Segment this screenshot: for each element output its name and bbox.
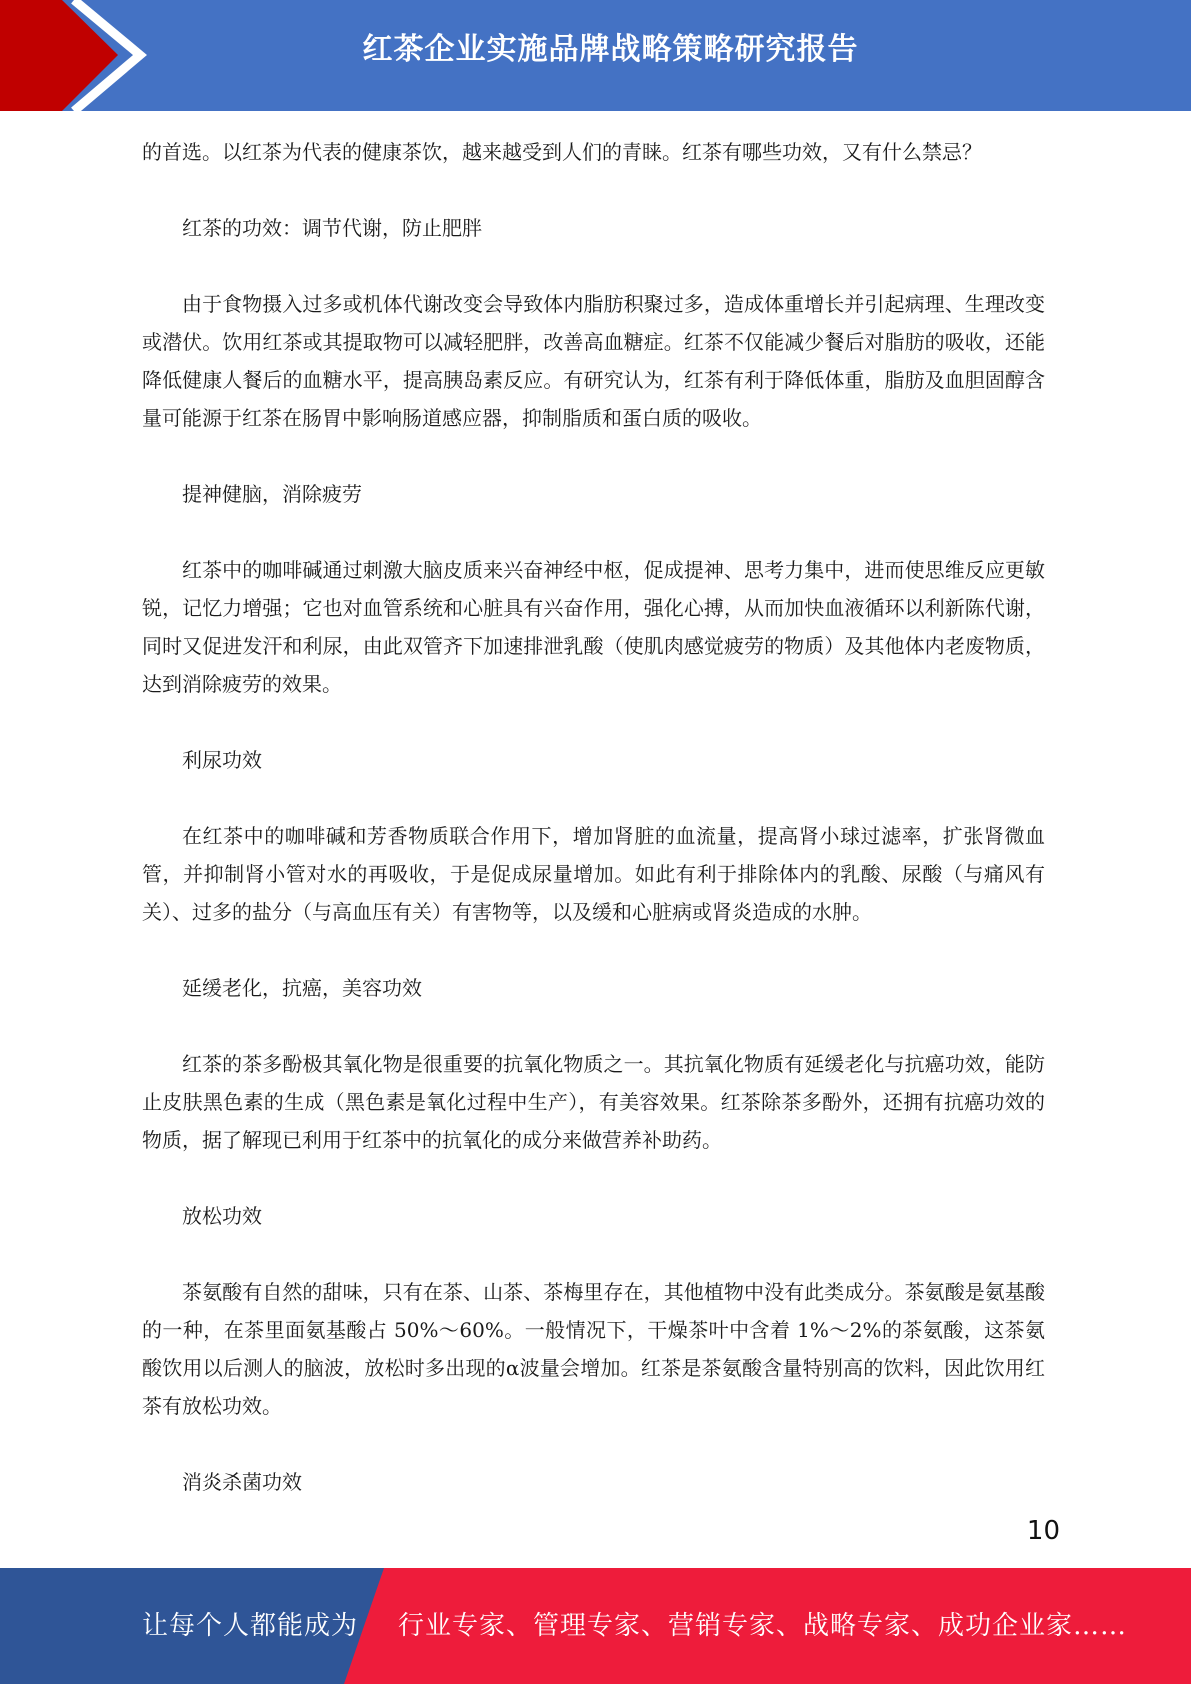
body-paragraph: 在红茶中的咖啡碱和芳香物质联合作用下，增加肾脏的血流量，提高肾小球过滤率，扩张肾微血管，并抑制肾小管对水的再吸收，于是促成尿量增加。如此有利于排除体内的乳酸、尿酸（与痛风有关）、过多的盐分（与高血压有关）有害物等，以及缓和心脏病或肾炎造成的水肿。: [142, 824, 1045, 924]
report-body: [142, 133, 1045, 1501]
section-heading: 放松功效: [182, 1204, 262, 1228]
body-paragraph: 的首选。以红茶为代表的健康茶饮，越来越受到人们的青睐。红茶有哪些功效，又有什么禁忌？: [142, 140, 982, 164]
footer-slogan-left: 让每个人都能成为: [142, 1611, 359, 1641]
document-title: 红茶企业实施品牌战略策略研究报告: [362, 32, 859, 67]
section-heading: 延缓老化，抗癌，美容功效: [182, 976, 422, 1000]
footer-slogan-right: 行业专家、管理专家、营销专家、战略专家、成功企业家……: [398, 1611, 1128, 1641]
body-paragraph: 茶氨酸有自然的甜味，只有在茶、山茶、茶梅里存在，其他植物中没有此类成分。茶氨酸是氨基酸的一种，在茶里面氨基酸占 50%～60%。一般情况下，干燥茶叶中含着 1%～2%的茶氨酸，这茶氨酸饮用以后测人的脑波，放松时多出现的α波量会增加。红茶是茶氨酸含量特别高的饮料，因此饮用红茶有放松功效。: [142, 1280, 1045, 1418]
page-footer: [0, 1568, 1191, 1684]
section-heading: 提神健脑，消除疲劳: [182, 482, 362, 506]
section-heading: 利尿功效: [182, 748, 262, 772]
body-paragraph: 红茶的茶多酚极其氧化物是很重要的抗氧化物质之一。其抗氧化物质有延缓老化与抗癌功效，能防止皮肤黑色素的生成（黑色素是氧化过程中生产），有美容效果。红茶除茶多酚外，还拥有抗癌功效的物质，据了解现已利用于红茶中的抗氧化的成分来做营养补助药。: [142, 1052, 1045, 1152]
body-paragraph: 红茶中的咖啡碱通过刺激大脑皮质来兴奋神经中枢，促成提神、思考力集中，进而使思维反应更敏锐，记忆力增强；它也对血管系统和心脏具有兴奋作用，强化心搏，从而加快血液循环以利新陈代谢，同时又促进发汗和利尿，由此双管齐下加速排泄乳酸（使肌肉感觉疲劳的物质）及其他体内老废物质，达到消除疲劳的效果。: [142, 558, 1045, 696]
body-paragraph: 由于食物摄入过多或机体代谢改变会导致体内脂肪积聚过多，造成体重增长并引起病理、生理改变或潜伏。饮用红茶或其提取物可以减轻肥胖，改善高血糖症。红茶不仅能减少餐后对脂肪的吸收，还能降低健康人餐后的血糖水平，提高胰岛素反应。有研究认为，红茶有利于降低体重，脂肪及血胆固醇含量可能源于红茶在肠胃中影响肠道感应器，抑制脂质和蛋白质的吸收。: [142, 292, 1045, 430]
page-header: [0, 0, 1191, 111]
section-heading: 红茶的功效：调节代谢，防止肥胖: [182, 216, 482, 240]
section-heading: 消炎杀菌功效: [182, 1470, 302, 1494]
page-number: 10: [1026, 1516, 1060, 1546]
